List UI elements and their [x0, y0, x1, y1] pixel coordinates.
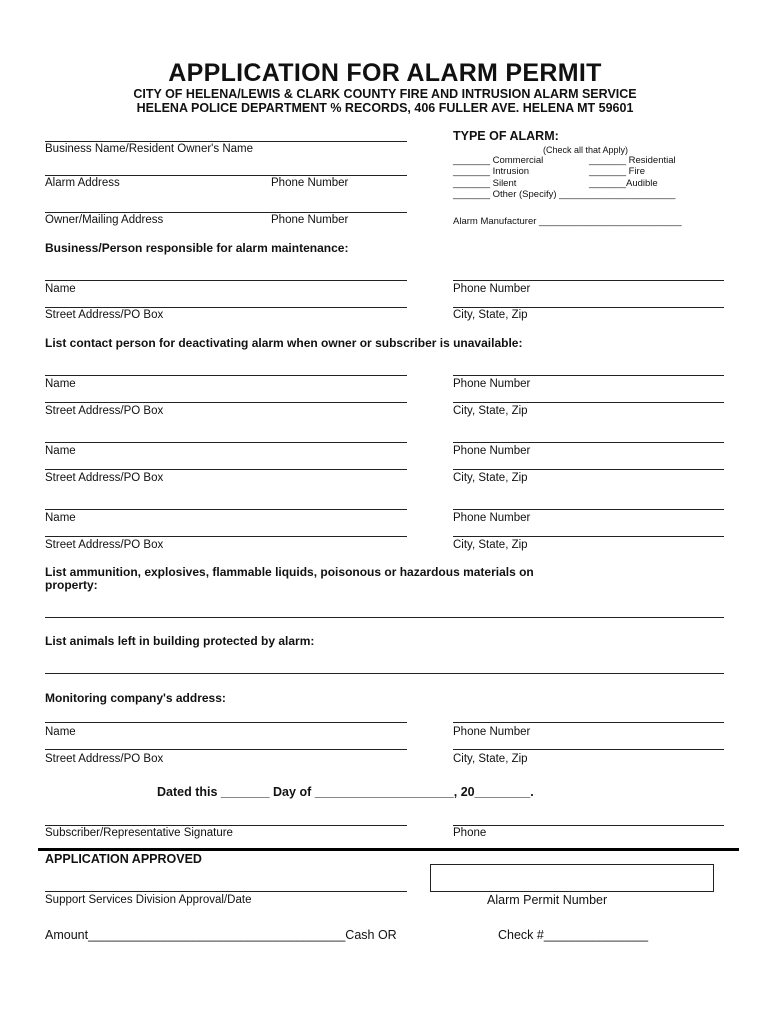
fire-option[interactable]: _______ Fire	[589, 166, 645, 177]
division-approval-label: Support Services Division Approval/Date	[45, 894, 252, 906]
silent-option[interactable]: _______ Silent	[453, 178, 517, 189]
business-name-label: Business Name/Resident Owner's Name	[45, 143, 253, 155]
contact3-city-label: City, State, Zip	[453, 539, 528, 551]
business-name-line[interactable]	[45, 141, 407, 142]
approval-heading: APPLICATION APPROVED	[45, 852, 202, 866]
maintenance-heading: Business/Person responsible for alarm maintenance:	[45, 241, 349, 255]
contact2-phone-line[interactable]	[453, 442, 724, 443]
maint-phone-label: Phone Number	[453, 283, 531, 295]
contact1-city-label: City, State, Zip	[453, 405, 528, 417]
alarm-address-line[interactable]	[45, 175, 407, 176]
contact1-street-label: Street Address/PO Box	[45, 405, 164, 417]
alarm-manufacturer-field[interactable]: Alarm Manufacturer ___________________________	[453, 216, 682, 227]
hazard-answer-line[interactable]	[45, 617, 724, 618]
alarm-address-label: Alarm Address	[45, 177, 120, 189]
hazard-heading-line2: property:	[45, 578, 98, 592]
check-all-note: (Check all that Apply)	[543, 145, 629, 155]
contact2-name-label: Name	[45, 445, 76, 457]
signature-line[interactable]	[45, 825, 407, 826]
contact1-phone-line[interactable]	[453, 375, 724, 376]
alarm-phone-label: Phone Number	[271, 177, 349, 189]
commercial-option[interactable]: _______ Commercial	[453, 155, 544, 166]
owner-phone-label: Phone Number	[271, 214, 349, 226]
contact2-street-line[interactable]	[45, 469, 407, 470]
subtitle-address: HELENA POLICE DEPARTMENT % RECORDS, 406 FULLER AVE. HELENA MT 59601	[136, 101, 634, 115]
contact2-city-line[interactable]	[453, 469, 724, 470]
maint-city-line[interactable]	[453, 307, 724, 308]
contact1-street-line[interactable]	[45, 402, 407, 403]
maint-name-line[interactable]	[45, 280, 407, 281]
subtitle-agency: CITY OF HELENA/LEWIS & CLARK COUNTY FIRE AND INTRUSION ALARM SERVICE	[133, 87, 637, 101]
amount-field[interactable]: Amount_____________________________________Cash OR	[45, 928, 397, 942]
other-option[interactable]: _______ Other (Specify) ______________________	[453, 189, 676, 200]
owner-mailing-line[interactable]	[45, 212, 407, 213]
intrusion-option[interactable]: _______ Intrusion	[453, 166, 530, 177]
contact2-name-line[interactable]	[45, 442, 407, 443]
signature-phone-label: Phone	[453, 827, 487, 839]
contact3-phone-line[interactable]	[453, 509, 724, 510]
contact1-name-line[interactable]	[45, 375, 407, 376]
monitor-city-label: City, State, Zip	[453, 753, 528, 765]
monitor-city-line[interactable]	[453, 749, 724, 750]
dated-line[interactable]: Dated this _______ Day of ____________________, 20________.	[157, 785, 534, 799]
approval-divider	[38, 848, 739, 851]
permit-number-box[interactable]	[430, 864, 714, 892]
maint-phone-line[interactable]	[453, 280, 724, 281]
permit-number-label: Alarm Permit Number	[487, 893, 608, 907]
contact3-phone-label: Phone Number	[453, 512, 531, 524]
monitor-name-label: Name	[45, 726, 76, 738]
contact1-name-label: Name	[45, 378, 76, 390]
contact2-street-label: Street Address/PO Box	[45, 472, 164, 484]
contacts-heading: List contact person for deactivating alarm when owner or subscriber is unavailable:	[45, 336, 523, 350]
contact2-city-label: City, State, Zip	[453, 472, 528, 484]
contact3-name-line[interactable]	[45, 509, 407, 510]
monitor-phone-line[interactable]	[453, 722, 724, 723]
residential-option[interactable]: _______ Residential	[589, 155, 676, 166]
monitoring-heading: Monitoring company's address:	[45, 691, 226, 705]
monitor-name-line[interactable]	[45, 722, 407, 723]
maint-street-line[interactable]	[45, 307, 407, 308]
maint-city-label: City, State, Zip	[453, 309, 528, 321]
division-approval-line[interactable]	[45, 891, 407, 892]
maint-name-label: Name	[45, 283, 76, 295]
monitor-street-label: Street Address/PO Box	[45, 753, 164, 765]
contact1-phone-label: Phone Number	[453, 378, 531, 390]
contact3-name-label: Name	[45, 512, 76, 524]
contact3-city-line[interactable]	[453, 536, 724, 537]
contact3-street-line[interactable]	[45, 536, 407, 537]
hazard-heading-line1: List ammunition, explosives, flammable liquids, poisonous or hazardous materials on	[45, 565, 534, 579]
form-title: APPLICATION FOR ALARM PERMIT	[168, 59, 602, 87]
monitor-phone-label: Phone Number	[453, 726, 531, 738]
contact3-street-label: Street Address/PO Box	[45, 539, 164, 551]
check-number-field[interactable]: Check #_______________	[498, 928, 649, 942]
maint-street-label: Street Address/PO Box	[45, 309, 164, 321]
signature-phone-line[interactable]	[453, 825, 724, 826]
monitor-street-line[interactable]	[45, 749, 407, 750]
signature-label: Subscriber/Representative Signature	[45, 827, 233, 839]
owner-mailing-label: Owner/Mailing Address	[45, 214, 164, 226]
contact2-phone-label: Phone Number	[453, 445, 531, 457]
contact1-city-line[interactable]	[453, 402, 724, 403]
animals-answer-line[interactable]	[45, 673, 724, 674]
alarm-type-title: TYPE OF ALARM:	[453, 129, 559, 143]
audible-option[interactable]: _______Audible	[589, 178, 658, 189]
animals-heading: List animals left in building protected by alarm:	[45, 634, 315, 648]
